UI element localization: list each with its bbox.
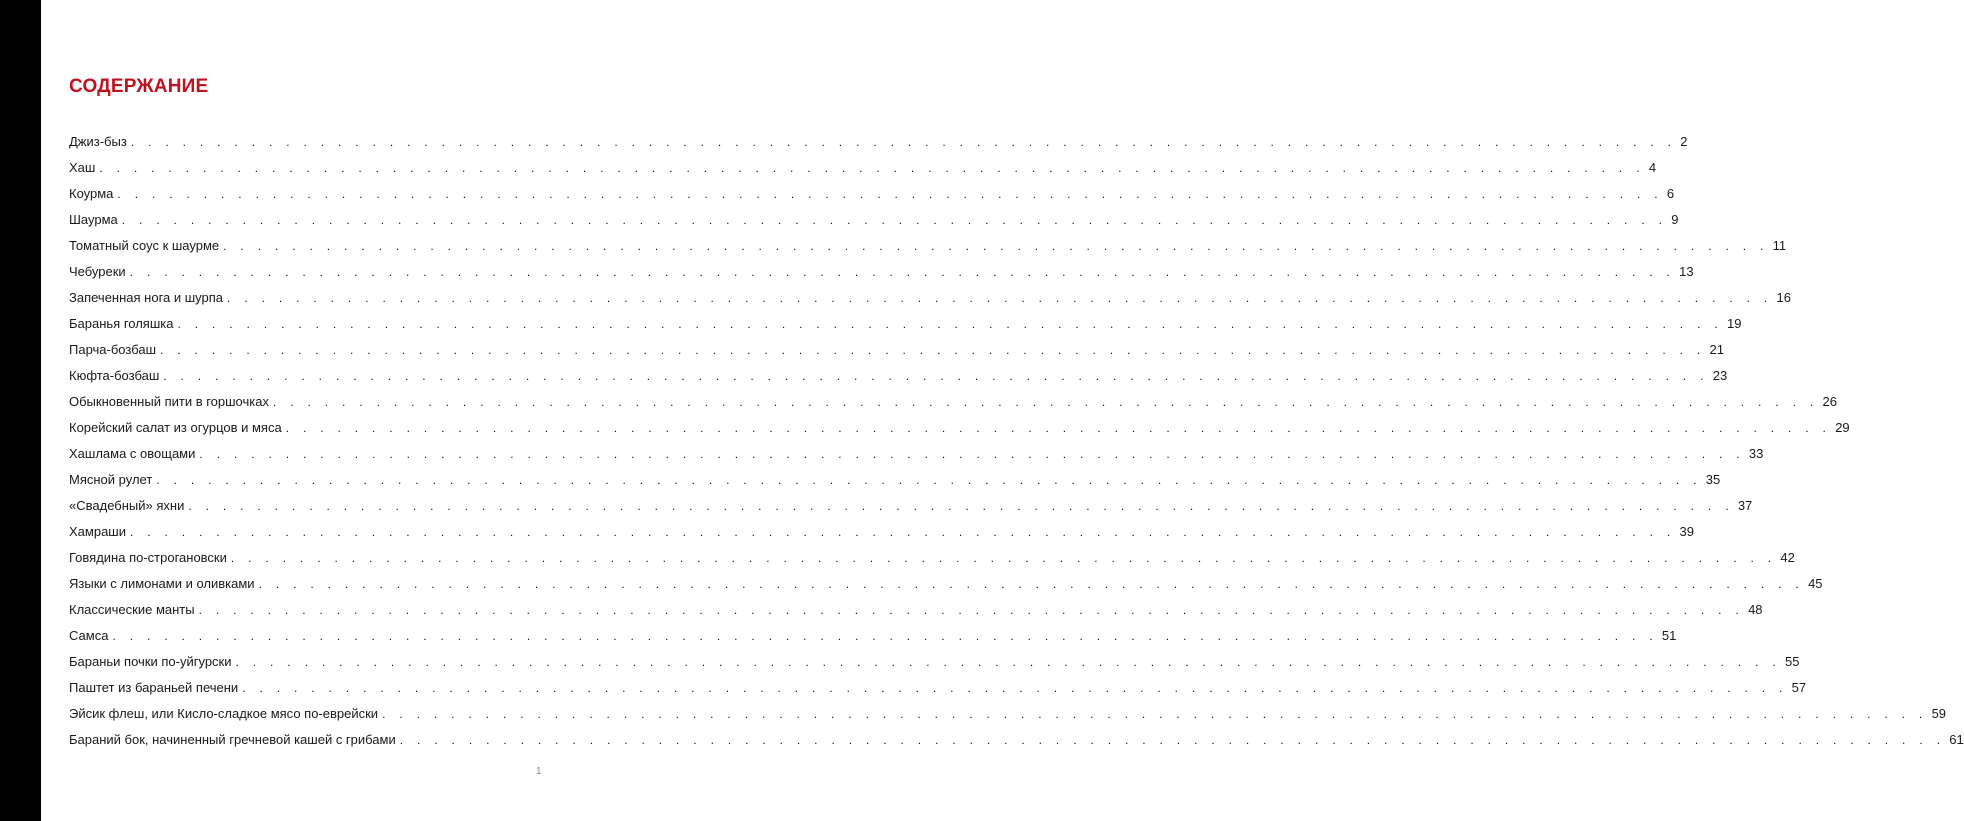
toc-entry[interactable] <box>69 393 1837 419</box>
dot-leader: . . . . . . . . . . . . . . . . . . . . . . . . . . . . . . . . . . . . . . . . . . . . . . . . . . . . . . . . . . . . . . . . . . . . . . . . . . . . . . . . . . . . . . . . . . <box>227 291 1773 305</box>
toc-entry[interactable] <box>69 601 1763 627</box>
toc-entry[interactable] <box>69 549 1795 575</box>
toc-entry-page: 9 <box>1671 212 1679 227</box>
toc-entry[interactable] <box>69 237 1787 263</box>
toc-entry[interactable] <box>69 419 1850 445</box>
dot-leader: . . . . . . . . . . . . . . . . . . . . . . . . . . . . . . . . . . . . . . . . . . . . . . . . . . . . . . . . . . . . . . . . . . . . . . . . . . . . . . . . . . . . . . . . . . <box>199 447 1745 461</box>
toc-entry-title: Мясной рулет <box>69 472 153 487</box>
toc-entry-title: Эйсик флеш, или Кисло-сладкое мясо по-еврейски <box>69 706 379 721</box>
dot-leader: . . . . . . . . . . . . . . . . . . . . . . . . . . . . . . . . . . . . . . . . . . . . . . . . . . . . . . . . . . . . . . . . . . . . . . . . . . . . . . . . . . . . . . . . . . <box>235 655 1781 669</box>
dot-leader: . . . . . . . . . . . . . . . . . . . . . . . . . . . . . . . . . . . . . . . . . . . . . . . . . . . . . . . . . . . . . . . . . . . . . . . . . . . . . . . . . . . . . . . . . . <box>160 343 1706 357</box>
toc-entry[interactable] <box>69 263 1694 289</box>
toc-entry-title: Шаурма <box>69 212 118 227</box>
toc-entry-page: 23 <box>1712 368 1728 383</box>
toc-entry-page: 55 <box>1784 654 1800 669</box>
toc-entry-page: 19 <box>1726 316 1742 331</box>
toc-entry-page: 35 <box>1705 472 1721 487</box>
toc-entry-title: Кюфта-бозбаш <box>69 368 160 383</box>
toc-entry[interactable] <box>69 185 1675 211</box>
toc-entry-title: Говядина по-строгановски <box>69 550 227 565</box>
toc-entry-page: 21 <box>1709 342 1724 357</box>
dot-leader: . . . . . . . . . . . . . . . . . . . . . . . . . . . . . . . . . . . . . . . . . . . . . . . . . . . . . . . . . . . . . . . . . . . . . . . . . . . . . . . . . . . . . . . . . . <box>163 369 1709 383</box>
toc-entry-title: Хаш <box>69 160 96 175</box>
toc-entry-title: Бараний бок, начиненный гречневой кашей с грибами <box>69 732 396 747</box>
toc-entry-page: 26 <box>1822 394 1837 409</box>
table-of-contents <box>69 133 1964 757</box>
toc-entry[interactable] <box>69 211 1679 237</box>
dot-leader: . . . . . . . . . . . . . . . . . . . . . . . . . . . . . . . . . . . . . . . . . . . . . . . . . . . . . . . . . . . . . . . . . . . . . . . . . . . . . . . . . . . . . . . . . . <box>129 265 1676 279</box>
toc-entry-page: 39 <box>1679 524 1694 539</box>
page-number: 1 <box>536 766 542 777</box>
toc-entry-title: Хамраши <box>69 524 126 539</box>
toc-entry[interactable] <box>69 289 1791 315</box>
dot-leader: . . . . . . . . . . . . . . . . . . . . . . . . . . . . . . . . . . . . . . . . . . . . . . . . . . . . . . . . . . . . . . . . . . . . . . . . . . . . . . . . . . . . . . . . . . <box>399 733 1946 747</box>
dot-leader: . . . . . . . . . . . . . . . . . . . . . . . . . . . . . . . . . . . . . . . . . . . . . . . . . . . . . . . . . . . . . . . . . . . . . . . . . . . . . . . . . . . . . . . . . . <box>121 213 1668 227</box>
toc-entry-page: 57 <box>1791 680 1807 695</box>
dot-leader: . . . . . . . . . . . . . . . . . . . . . . . . . . . . . . . . . . . . . . . . . . . . . . . . . . . . . . . . . . . . . . . . . . . . . . . . . . . . . . . . . . . . . . . . . . <box>258 577 1805 591</box>
toc-entry-title: Коурма <box>69 186 114 201</box>
page-title: СОДЕРЖАНИЕ <box>69 76 209 97</box>
toc-entry-title: Бараньи почки по-уйгурски <box>69 654 232 669</box>
dot-leader: . . . . . . . . . . . . . . . . . . . . . . . . . . . . . . . . . . . . . . . . . . . . . . . . . . . . . . . . . . . . . . . . . . . . . . . . . . . . . . . . . . . . . . . . . . <box>242 681 1788 695</box>
toc-entry[interactable] <box>69 575 1823 601</box>
toc-entry[interactable] <box>69 159 1657 185</box>
toc-entry-title: Классические манты <box>69 602 195 617</box>
toc-entry-page: 29 <box>1835 420 1850 435</box>
toc-entry[interactable] <box>69 445 1764 471</box>
toc-entry-page: 45 <box>1808 576 1823 591</box>
toc-entry-page: 42 <box>1780 550 1795 565</box>
toc-entry-page: 51 <box>1661 628 1677 643</box>
toc-entry[interactable] <box>69 653 1800 679</box>
toc-entry-page: 48 <box>1748 602 1763 617</box>
toc-entry-page: 11 <box>1772 238 1787 253</box>
dot-leader: . . . . . . . . . . . . . . . . . . . . . . . . . . . . . . . . . . . . . . . . . . . . . . . . . . . . . . . . . . . . . . . . . . . . . . . . . . . . . . . . . . . . . . . . . . <box>230 551 1777 565</box>
toc-entry-title: Томатный соус к шаурме <box>69 238 220 253</box>
black-spine-bar <box>0 0 41 821</box>
dot-leader: . . . . . . . . . . . . . . . . . . . . . . . . . . . . . . . . . . . . . . . . . . . . . . . . . . . . . . . . . . . . . . . . . . . . . . . . . . . . . . . . . . . . . . . . . . <box>130 135 1677 149</box>
dot-leader: . . . . . . . . . . . . . . . . . . . . . . . . . . . . . . . . . . . . . . . . . . . . . . . . . . . . . . . . . . . . . . . . . . . . . . . . . . . . . . . . . . . . . . . . . . <box>223 239 1769 253</box>
toc-entry-title: Парча-бозбаш <box>69 342 157 357</box>
toc-entry[interactable] <box>69 731 1964 757</box>
toc-entry[interactable] <box>69 679 1807 705</box>
dot-leader: . . . . . . . . . . . . . . . . . . . . . . . . . . . . . . . . . . . . . . . . . . . . . . . . . . . . . . . . . . . . . . . . . . . . . . . . . . . . . . . . . . . . . . . . . . <box>177 317 1723 331</box>
toc-entry-title: Паштет из бараньей печени <box>69 680 239 695</box>
toc-entry-title: Обыкновенный пити в горшочках <box>69 394 269 409</box>
toc-entry-title: «Свадебный» яхни <box>69 498 185 513</box>
toc-entry-title: Баранья голяшка <box>69 316 174 331</box>
toc-entry-page: 59 <box>1931 706 1947 721</box>
toc-entry-title: Запеченная нога и шурпа <box>69 290 224 305</box>
dot-leader: . . . . . . . . . . . . . . . . . . . . . . . . . . . . . . . . . . . . . . . . . . . . . . . . . . . . . . . . . . . . . . . . . . . . . . . . . . . . . . . . . . . . . . . . . . <box>382 707 1928 721</box>
toc-entry-page: 4 <box>1648 160 1657 175</box>
dot-leader: . . . . . . . . . . . . . . . . . . . . . . . . . . . . . . . . . . . . . . . . . . . . . . . . . . . . . . . . . . . . . . . . . . . . . . . . . . . . . . . . . . . . . . . . . . <box>188 499 1734 513</box>
dot-leader: . . . . . . . . . . . . . . . . . . . . . . . . . . . . . . . . . . . . . . . . . . . . . . . . . . . . . . . . . . . . . . . . . . . . . . . . . . . . . . . . . . . . . . . . . . <box>272 395 1819 409</box>
dot-leader: . . . . . . . . . . . . . . . . . . . . . . . . . . . . . . . . . . . . . . . . . . . . . . . . . . . . . . . . . . . . . . . . . . . . . . . . . . . . . . . . . . . . . . . . . . <box>130 525 1676 539</box>
toc-entry-page: 13 <box>1679 264 1694 279</box>
toc-entry-page: 6 <box>1666 186 1675 201</box>
toc-entry[interactable] <box>69 471 1721 497</box>
dot-leader: . . . . . . . . . . . . . . . . . . . . . . . . . . . . . . . . . . . . . . . . . . . . . . . . . . . . . . . . . . . . . . . . . . . . . . . . . . . . . . . . . . . . . . . . . . <box>99 161 1645 175</box>
toc-entry[interactable] <box>69 367 1728 393</box>
toc-entry-page: 61 <box>1949 732 1964 747</box>
toc-entry-page: 33 <box>1748 446 1764 461</box>
toc-entry-title: Хашлама с овощами <box>69 446 196 461</box>
toc-entry-page: 2 <box>1680 134 1688 149</box>
dot-leader: . . . . . . . . . . . . . . . . . . . . . . . . . . . . . . . . . . . . . . . . . . . . . . . . . . . . . . . . . . . . . . . . . . . . . . . . . . . . . . . . . . . . . . . . . . <box>112 629 1658 643</box>
toc-entry-title: Корейский салат из огурцов и мяса <box>69 420 282 435</box>
dot-leader: . . . . . . . . . . . . . . . . . . . . . . . . . . . . . . . . . . . . . . . . . . . . . . . . . . . . . . . . . . . . . . . . . . . . . . . . . . . . . . . . . . . . . . . . . . <box>198 603 1745 617</box>
toc-entry[interactable] <box>69 315 1742 341</box>
toc-entry[interactable] <box>69 133 1688 159</box>
toc-entry[interactable] <box>69 523 1694 549</box>
toc-entry[interactable] <box>69 497 1753 523</box>
toc-entry[interactable] <box>69 341 1724 367</box>
dot-leader: . . . . . . . . . . . . . . . . . . . . . . . . . . . . . . . . . . . . . . . . . . . . . . . . . . . . . . . . . . . . . . . . . . . . . . . . . . . . . . . . . . . . . . . . . . <box>156 473 1702 487</box>
toc-entry[interactable] <box>69 627 1677 653</box>
toc-entry-title: Чебуреки <box>69 264 126 279</box>
dot-leader: . . . . . . . . . . . . . . . . . . . . . . . . . . . . . . . . . . . . . . . . . . . . . . . . . . . . . . . . . . . . . . . . . . . . . . . . . . . . . . . . . . . . . . . . . . <box>285 421 1832 435</box>
toc-entry-title: Языки с лимонами и оливками <box>69 576 255 591</box>
toc-entry-title: Самса <box>69 628 109 643</box>
dot-leader: . . . . . . . . . . . . . . . . . . . . . . . . . . . . . . . . . . . . . . . . . . . . . . . . . . . . . . . . . . . . . . . . . . . . . . . . . . . . . . . . . . . . . . . . . . <box>117 187 1663 201</box>
toc-entry-page: 16 <box>1776 290 1791 305</box>
toc-entry-page: 37 <box>1737 498 1753 513</box>
toc-entry-title: Джиз-быз <box>69 134 127 149</box>
toc-entry[interactable] <box>69 705 1947 731</box>
